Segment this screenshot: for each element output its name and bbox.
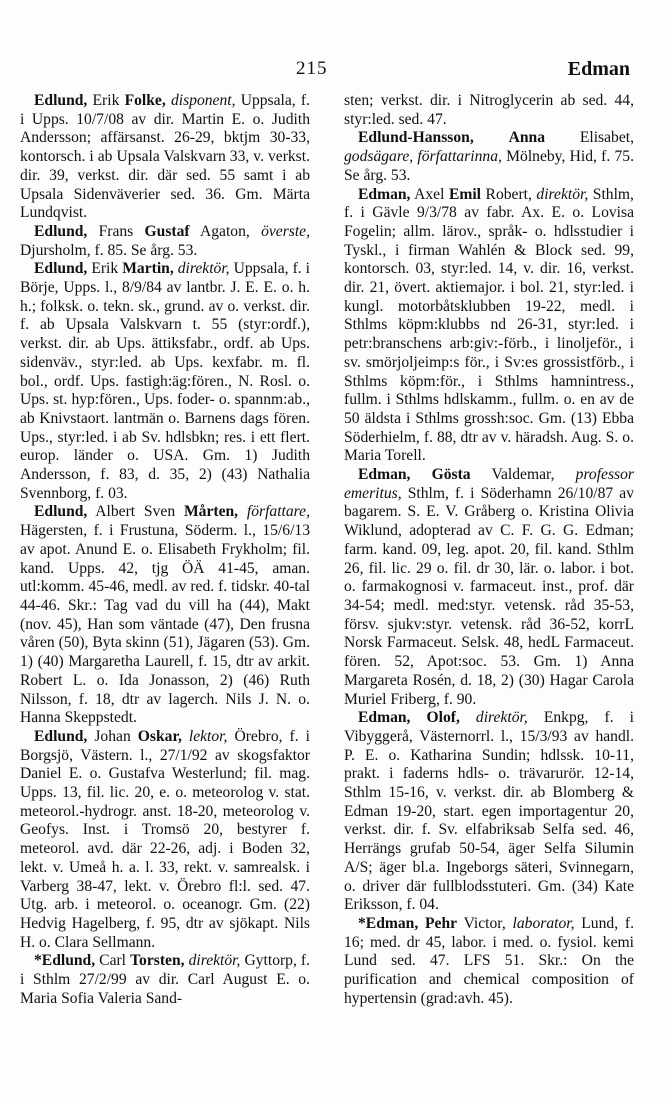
entry-text: Gyttorp, f. i Sthlm 27/2/99 av dir. Carl August E. o. Maria Sofia Valeria Sand- <box>20 952 311 1007</box>
entry-text: Sthlm, f. i Söderhamn 26/10/87 av bagarem. S. E. V. Gråberg o. Kristina Olivia Wiklund, adopterad av C. F. G. G. Edman; farm. kand. 09, leg. apot. 20, fil. kand. Sthlm 26, fil. lic. 29 o. fil. dr 30, lär. o. labor. i bot. o. farmakognosi v. farmaceut. inst., prof. där 34-54; medl. med:styr. vetensk. råd 35-53, försv. sjukv:styr. vetensk. råd 36-52, korrL Norsk Farmaceut. Selsk. 48, hedL Farmaceut. fören. 52, Apot:soc. 53. Gm. 1) Anna Margareta Rosén, d. 18, 2) (30) Hagar Carola Muriel Friberg, f. 90. <box>344 484 634 708</box>
entry-given-names-after: Elisabet, <box>579 129 634 147</box>
biography-entry <box>344 709 634 915</box>
entry-surname: Edlund, <box>34 727 88 745</box>
entry-text: Enkpg, f. i Vibyggerå, Västernorrl. l., 15/3/93 av handl. P. E. o. Katharina Sundin; hdlssk. 10-11, prakt. i faderns hdls- o. trävarurör. 12-14, Sthlm 15-16, v. verkst. dir. ab Blomberg & Edman 19-20, start. egen importagentur 20, verkst. dir. f. Sv. elfabriksab Selfa sed. 46, Herrängs grufab 50-54, äger Selfa Silumin A/S; äger bl.a. Ingeborgs säteri, Svinnegarn, o. driver där fullblodsstuteri. Gm. (34) Kate Eriksson, f. 04. <box>344 709 634 914</box>
entry-given-names-after: Victor, <box>463 914 506 932</box>
entry-given-names-after: Robert, <box>485 185 532 203</box>
page-header <box>0 58 672 88</box>
biography-entry <box>344 915 634 1009</box>
entry-given-names-after: Agaton, <box>199 222 250 240</box>
biography-entry <box>344 186 634 467</box>
entry-occupation: direktör, <box>475 709 528 727</box>
entry-call-name: Oskar, <box>137 727 182 745</box>
entry-text: Sthlm, f. i Gävle 9/3/78 av fabr. Ax. E. o. Lovisa Fogelin; allm. lärov., språk- o. hdlsstudier i Tyskl., i firman Wahlén & Block sed. 99, kontorsch. 03, styr:led. 14, v. dir. 16, verkst. dir. 21, övert. aktiemajor. i bol. 21, styr:led. i kungl. motorbåtsklubben 19-22, medl. i Sthlms köpm:klubbs nd 26-31, styr:led. i petr:branschens arb:giv:-förb., i linoljeför., i sv. smörjoljeimp:s för., i Sv:es grossistförb., i Sthlms köpm:för., i Sthlms hamnintress., fullm. i Sthlms hdlskamm., fullm. o. en av de 50 äldsta i Sthlms grossh:soc. Gm. (13) Ebba Söderhielm, f. 88, dtr av v. häradsh. Aug. S. o. Maria Torell. <box>344 185 634 465</box>
running-head: Edman <box>567 58 630 80</box>
entry-given-names: Axel <box>414 185 445 203</box>
entry-text: Djursholm, f. 85. Se årg. 53. <box>20 241 198 259</box>
entry-given-names: Carl <box>99 952 127 970</box>
entry-given-names: Albert Sven <box>95 503 176 521</box>
entry-occupation: överste, <box>261 222 310 240</box>
entry-surname: Edman, <box>358 185 411 203</box>
entry-given-names: Erik <box>91 260 119 278</box>
entry-occupation: direktör, <box>536 185 589 203</box>
entry-occupation: professor emeritus, <box>344 466 634 502</box>
entry-text: Lund, f. 16; med. dr 45, labor. i med. o. fysiol. kemi Lund sed. 47. LFS 51. Skr.: On the purification and chemical composition of hypertensin (grad:avh. 45). <box>344 914 634 1007</box>
biography-entry <box>20 728 310 952</box>
entry-surname: Edlund-Hansson, <box>358 129 474 147</box>
entry-text: sten; verkst. dir. i Nitroglycerin ab sed. 44, styr:led. sed. 47. <box>344 92 634 128</box>
entry-surname: Edlund, <box>34 222 88 240</box>
entry-occupation: lektor, <box>188 727 228 745</box>
entry-text: Uppsala, f. i Upps. 10/7/08 av dir. Martin E. o. Judith Andersson; affärsanst. 26-29, bktjm 30-33, kontorsch. i ab Upsala Valskvarn 33, v. verkst. dir. 39, verkst. dir. där sed. 55 samt i ab Upsala Sidenväverier sed. 36. Gm. Märta Lundqvist. <box>20 92 310 222</box>
entry-occupation: godsägare, författarinna, <box>344 148 502 166</box>
entry-surname: *Edman, <box>358 914 419 932</box>
biography-entry <box>20 503 310 727</box>
entry-call-name: Gösta <box>431 466 471 484</box>
right-column <box>344 92 634 1008</box>
entry-given-names: Frans <box>98 222 134 240</box>
entry-occupation: direktör, <box>188 952 241 970</box>
entry-surname: Edman, <box>358 709 411 727</box>
entry-surname: Edman, <box>358 466 411 484</box>
biography-entry <box>344 129 634 185</box>
entry-call-name: Martin, <box>122 260 174 278</box>
left-column <box>20 92 310 1008</box>
entry-call-name: Pehr <box>425 914 458 932</box>
entry-given-names-after: Valdemar, <box>491 466 555 484</box>
entry-occupation: författare, <box>246 503 310 521</box>
entry-text: Örebro, f. i Borgsjö, Västern. l., 27/1/92 av skogsfaktor Daniel E. o. Gustafva Westerlund; fil. mag. Upps. 13, fil. lic. 20, e. o. meteorolog v. stat. meteorol.-hydrogr. anst. 18-20, meteorolog v. Geofys. Inst. i Tromsö 20, bestyrer f. meteorol. avd. där 22-26, adj. i Boden 32, lekt. v. Umeå h. a. l. 33, rekt. v. samrealsk. i Varberg 38-47, lekt. v. Örebro fl:l. sed. 47. Utg. arb. i meteorol. o. oceanogr. Gm. (22) Hedvig Hagelberg, f. 95, dtr av sjökapt. Nils H. o. Clara Sellmann. <box>20 727 310 951</box>
entry-surname: Edlund, <box>34 260 88 278</box>
entry-text: Mölneby, Hid, f. 75. Se årg. 53. <box>344 148 635 184</box>
entry-continuation <box>344 92 634 129</box>
entry-call-name: Anna <box>508 129 545 147</box>
entry-text: Uppsala, f. i Börje, Upps. l., 8/9/84 av lantbr. J. E. E. o. h. h.; folksk. o. tekn. sk., grund. av o. verkst. dir. f. ab Upsala Valskvarn t. 55 (styr:ordf.), verkst. dir. ab Ups. ättiksfabr., ordf. ab Ups. sidenväv., styr:led. ab Ups. kexfabr. m. fl. bol., ordf. Ups. fastigh:äg:fören., N. Rosl. o. Ups. st. hyp:fören., Ups. foder- o. spannm:ab., ab Knivstaort. lantmän o. Barnens dags fören. Ups., styr:led. i ab Sv. hdlsbkn; res. i ett flert. europ. länder o. USA. Gm. 1) Judith Andersson, f. 83, d. 35, 2) (43) Nathalia Svennborg, f. 03. <box>20 260 310 502</box>
biography-entry <box>344 466 634 709</box>
entry-call-name: Olof, <box>426 709 460 727</box>
entry-call-name: Mårten, <box>183 503 239 521</box>
entry-occupation: laborator, <box>512 914 575 932</box>
entry-call-name: Emil <box>448 185 482 203</box>
entry-call-name: Torsten, <box>130 952 185 970</box>
entry-occupation: direktör, <box>177 260 230 278</box>
biography-entry <box>20 92 310 223</box>
biography-entry <box>20 223 310 260</box>
entry-surname: Edlund, <box>34 503 88 521</box>
entry-text: Hägersten, f. i Frustuna, Söderm. l., 15/6/13 av apot. Anund E. o. Elisabeth Frykholm; fil. kand. Upps. 42, tjg ÖÄ 41-45, aman. utl:komm. 45-46, medl. av red. f. tidskr. 40-tal 44-46. Skr.: Tag vad du vill ha (44), Makt (nov. 45), Han som väntade (47), Den frusna våren (50), Byta skinn (51), Jägaren (53). Gm. 1) (40) Margaretha Laurell, f. 15, dtr av arkit. Robert L. o. Ida Jonasson, 2) (46) Ruth Nilsson, f. 18, dtr av lagerch. Nils J. N. o. Hanna Skeppstedt. <box>20 522 310 727</box>
page-number: 215 <box>296 58 328 79</box>
entry-given-names: Erik <box>92 92 120 109</box>
biography-entry <box>20 952 310 1008</box>
entry-call-name: Folke, <box>124 92 166 109</box>
entry-occupation: disponent, <box>170 92 236 109</box>
entry-surname: Edlund, <box>34 92 88 109</box>
biography-entry <box>20 260 310 503</box>
entry-call-name: Gustaf <box>144 222 190 240</box>
entry-surname: *Edlund, <box>34 952 96 970</box>
entry-given-names: Johan <box>94 727 131 745</box>
